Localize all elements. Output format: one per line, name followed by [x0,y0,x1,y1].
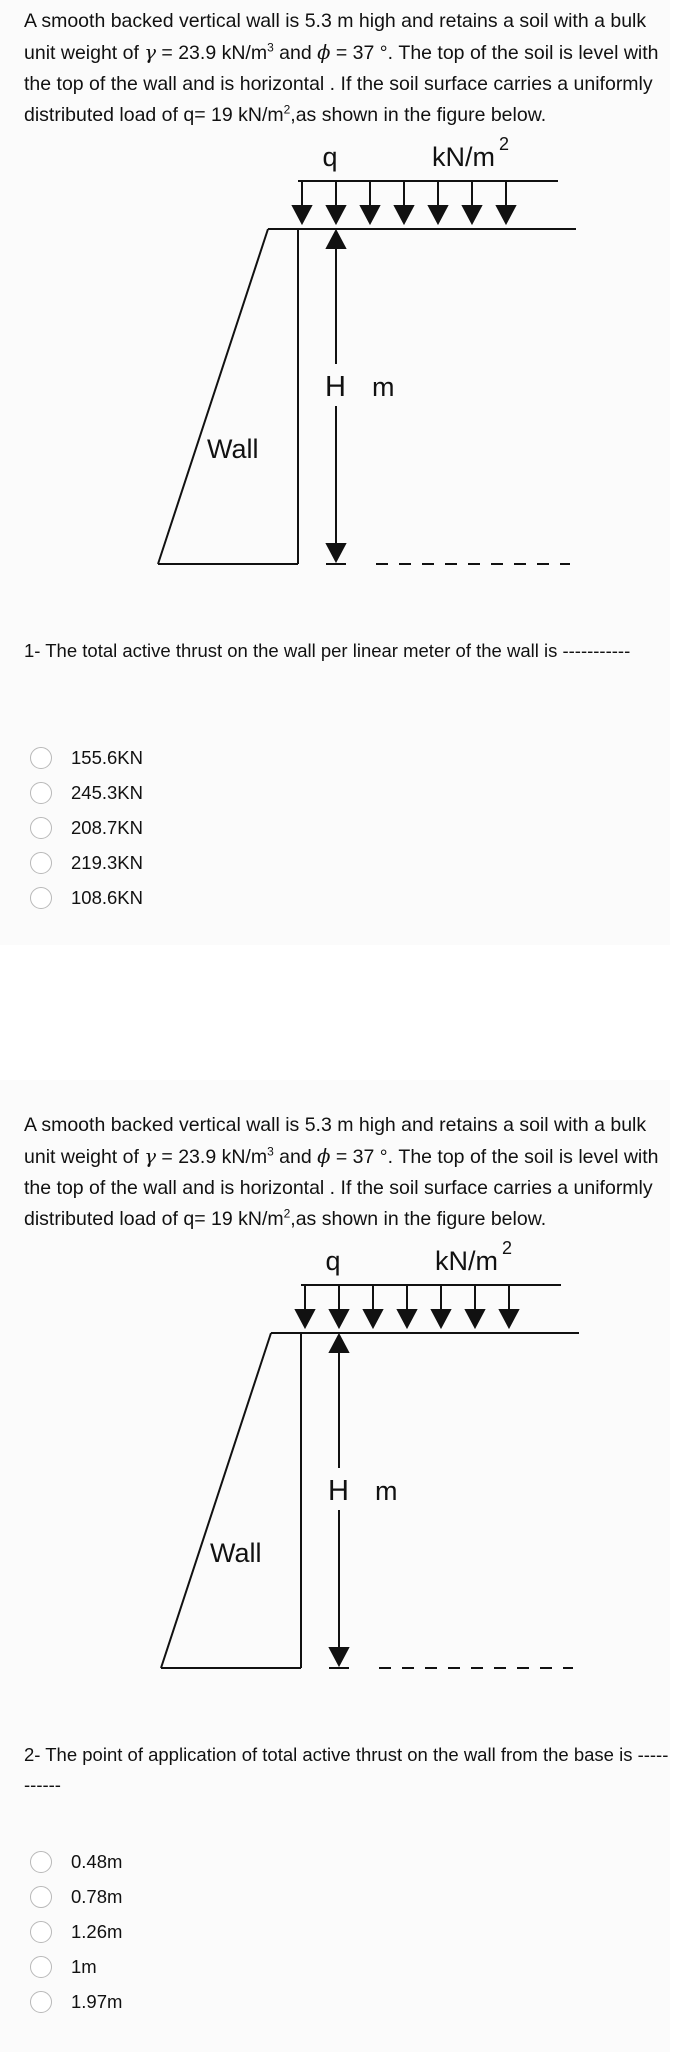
option-245-3kn[interactable] [30,775,143,810]
problem-statement: A smooth backed vertical wall is 5.3 m high and retains a soil with a bulk unit weight of γ = 23.9 $kN/m^3$ and ϕ = 37 °. The top of the soil is level with the top of the wall and is horizontal . If the soil surface carries a uniformly distributed load of q= 19 $kN/m^2,as$ shown in the figure below. [24,10,659,126]
problem-statement: A smooth backed vertical wall is 5.3 m high and retains a soil with a bulk unit weight of γ = 23.9 $kN/m^3$ and ϕ = 37 °. The top of the soil is level with the top of the wall and is horizontal . If the soil surface carries a uniformly distributed load of q= 19 $kN/m^2,as$ shown in the figure below. [24,1114,659,1230]
option-label: 1.97m [71,1990,123,2012]
option-108-6kn[interactable] [30,880,143,915]
question-1-options [30,740,143,915]
load-unit-label: kN/m [432,142,495,172]
m-label: m [372,372,395,402]
option-155-6kn[interactable] [30,740,143,775]
question-2-text: 2- The point of application of total active thrust on the wall from the base is ----------- [24,1744,669,1795]
option-label: 1m [71,1955,97,1977]
question-1-text: 1- The total active thrust on the wall per linear meter of the wall is ----------- [24,640,631,661]
option-0-48m[interactable] [30,1844,122,1879]
retaining-wall-figure [153,1232,593,1692]
radio-button[interactable] [30,887,52,909]
load-unit-exponent: 2 [502,1238,513,1258]
wall-outline [158,229,576,564]
wall-label: Wall [210,1538,262,1568]
radio-button[interactable] [30,852,52,874]
radio-button[interactable] [30,817,52,839]
load-unit-label: kN/m [435,1246,498,1276]
option-208-7kn[interactable] [30,810,143,845]
option-1-26m[interactable] [30,1914,122,1949]
h-label: H [328,1475,349,1507]
question-2-options [30,1844,122,2019]
q-label: q [322,142,338,172]
option-label: 1.26m [71,1920,123,1942]
radio-button[interactable] [30,1921,52,1943]
distributed-load-arrows [293,181,558,223]
radio-button[interactable] [30,747,52,769]
option-label: 219.3KN [71,851,143,873]
radio-button[interactable] [30,1886,52,1908]
option-label: 0.78m [71,1885,123,1907]
radio-button[interactable] [30,1991,52,2013]
h-label: H [325,371,346,403]
question-1-panel [0,0,670,945]
option-label: 0.48m [71,1850,123,1872]
m-label: m [375,1476,398,1506]
q-label: q [325,1246,341,1276]
option-label: 155.6KN [71,746,143,768]
distributed-load-arrows [296,1285,561,1327]
option-label: 108.6KN [71,886,143,908]
option-label: 208.7KN [71,816,143,838]
option-1m[interactable] [30,1949,122,1984]
wall-outline [161,1333,579,1668]
option-0-78m[interactable] [30,1879,122,1914]
option-label: 245.3KN [71,781,143,803]
option-1-97m[interactable] [30,1984,122,2019]
load-unit-exponent: 2 [499,134,510,154]
option-219-3kn[interactable] [30,845,143,880]
wall-label: Wall [207,434,259,464]
radio-button[interactable] [30,782,52,804]
question-2-panel [0,1080,670,2052]
retaining-wall-figure [150,128,590,588]
radio-button[interactable] [30,1851,52,1873]
radio-button[interactable] [30,1956,52,1978]
